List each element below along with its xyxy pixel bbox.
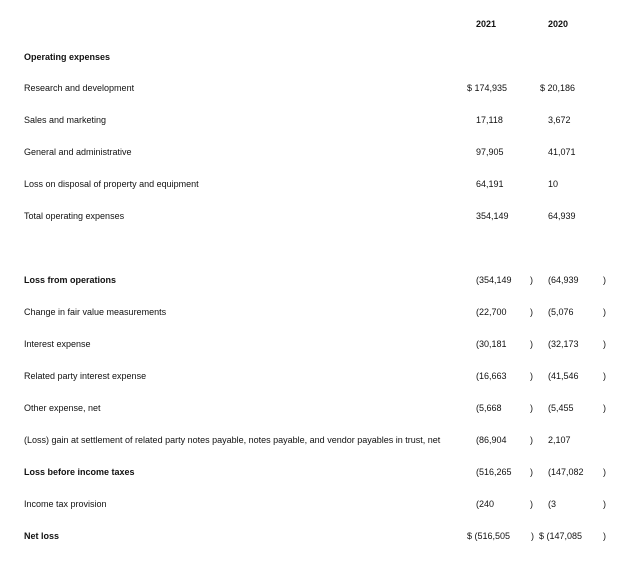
- row-value-2021-other-expense: (5,668: [476, 403, 502, 413]
- row-value-2020-loss-on-disposal: 10: [548, 179, 559, 189]
- row-paren-2020-income-tax-provision: ): [603, 499, 606, 509]
- row-value-2021-general-administrative: 97,905: [476, 147, 504, 157]
- row-paren-2021-change-fair-value: ): [530, 307, 533, 317]
- row-value-2021-loss-from-operations: (354,149: [476, 275, 512, 285]
- row-paren-2021-net-loss: ): [531, 531, 534, 541]
- row-paren-2020-interest-expense: ): [603, 339, 606, 349]
- row-label-related-party-interest: Related party interest expense: [24, 371, 147, 381]
- row-label-sales-marketing: Sales and marketing: [24, 115, 107, 125]
- row-value-2020-gain-at-settlement: 2,107: [548, 435, 571, 445]
- row-paren-2020-loss-from-operations: ): [603, 275, 606, 285]
- row-value-2020-total-operating-expenses: 64,939: [548, 211, 576, 221]
- row-value-2021-income-tax-provision: (240: [476, 499, 495, 509]
- row-value-2020-loss-before-taxes: (147,082: [548, 467, 584, 477]
- row-value-2020-interest-expense: (32,173: [548, 339, 579, 349]
- row-paren-2021-income-tax-provision: ): [530, 499, 533, 509]
- row-value-2021-related-party-interest: (16,663: [476, 371, 507, 381]
- row-value-2021-interest-expense: (30,181: [476, 339, 507, 349]
- section-title-operating-expenses: Operating expenses: [24, 52, 111, 62]
- row-paren-2020-related-party-interest: ): [603, 371, 606, 381]
- row-value-2020-general-administrative: 41,071: [548, 147, 576, 157]
- row-paren-2020-other-expense: ): [603, 403, 606, 413]
- row-paren-2021-interest-expense: ): [530, 339, 533, 349]
- row-paren-2021-gain-at-settlement: ): [530, 435, 533, 445]
- row-paren-2021-related-party-interest: ): [530, 371, 533, 381]
- column-header-2020: 2020: [548, 19, 569, 29]
- row-label-loss-on-disposal: Loss on disposal of property and equipment: [24, 179, 199, 189]
- row-label-other-expense: Other expense, net: [24, 403, 101, 413]
- row-value-2021-loss-before-taxes: (516,265: [476, 467, 512, 477]
- row-value-2020-related-party-interest: (41,546: [548, 371, 579, 381]
- row-label-loss-from-operations: Loss from operations: [24, 275, 117, 285]
- row-value-2021-research-development: $ 174,935: [467, 83, 508, 93]
- row-value-2020-change-fair-value: (5,076: [548, 307, 574, 317]
- row-label-interest-expense: Interest expense: [24, 339, 91, 349]
- row-value-2021-gain-at-settlement: (86,904: [476, 435, 507, 445]
- row-value-2021-loss-on-disposal: 64,191: [476, 179, 504, 189]
- row-label-research-development: Research and development: [24, 83, 135, 93]
- row-label-net-loss: Net loss: [24, 531, 60, 541]
- row-value-2020-research-development: $ 20,186: [540, 83, 576, 93]
- row-paren-2021-other-expense: ): [530, 403, 533, 413]
- row-paren-2020-change-fair-value: ): [603, 307, 606, 317]
- row-value-2020-net-loss: $ (147,085: [539, 531, 583, 541]
- row-value-2021-total-operating-expenses: 354,149: [476, 211, 509, 221]
- row-value-2021-net-loss: $ (516,505: [467, 531, 511, 541]
- row-label-gain-at-settlement: (Loss) gain at settlement of related party notes payable, notes payable, and vendor payables in trust, net: [24, 435, 441, 445]
- row-value-2020-income-tax-provision: (3: [548, 499, 557, 509]
- row-paren-2020-net-loss: ): [603, 531, 606, 541]
- row-label-change-fair-value: Change in fair value measurements: [24, 307, 167, 317]
- row-value-2020-other-expense: (5,455: [548, 403, 574, 413]
- row-paren-2021-loss-before-taxes: ): [530, 467, 533, 477]
- row-label-income-tax-provision: Income tax provision: [24, 499, 107, 509]
- row-value-2020-loss-from-operations: (64,939: [548, 275, 579, 285]
- row-label-general-administrative: General and administrative: [24, 147, 132, 157]
- row-label-loss-before-taxes: Loss before income taxes: [24, 467, 135, 477]
- row-paren-2021-loss-from-operations: ): [530, 275, 533, 285]
- row-paren-2020-loss-before-taxes: ): [603, 467, 606, 477]
- row-value-2020-sales-marketing: 3,672: [548, 115, 571, 125]
- row-value-2021-change-fair-value: (22,700: [476, 307, 507, 317]
- row-label-total-operating-expenses: Total operating expenses: [24, 211, 125, 221]
- row-value-2021-sales-marketing: 17,118: [476, 115, 503, 125]
- column-header-2021: 2021: [476, 19, 497, 29]
